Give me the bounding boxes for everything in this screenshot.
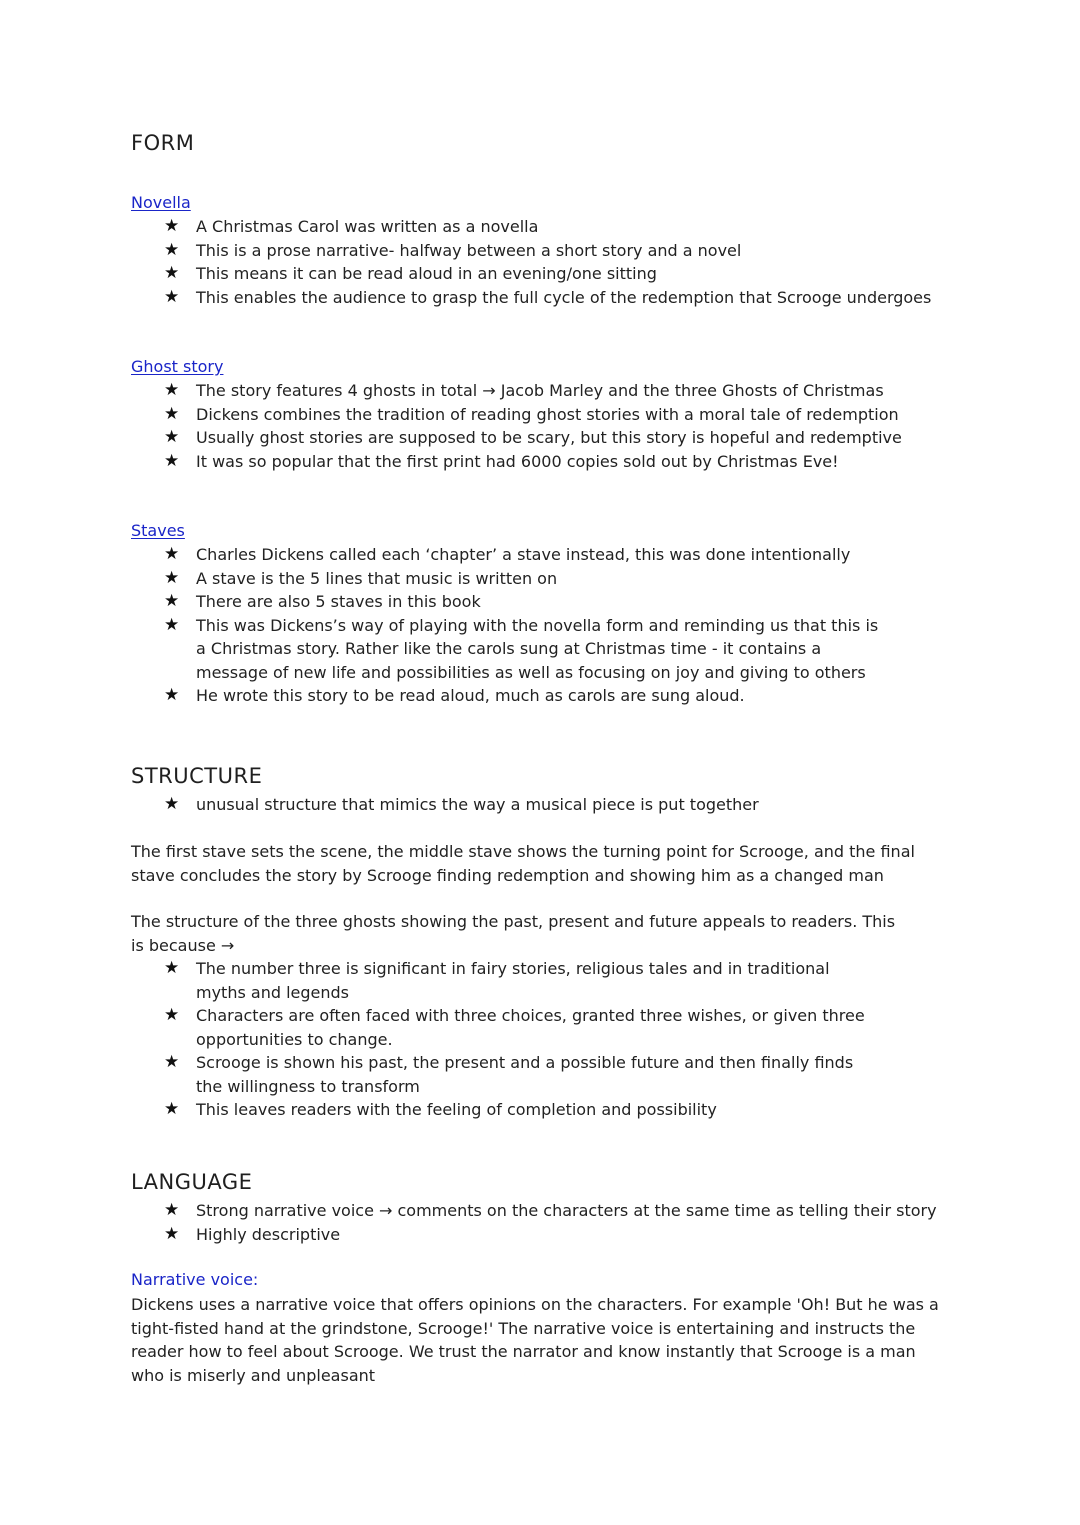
form-heading: FORM xyxy=(131,131,195,155)
star-bullet-icon: ★ xyxy=(164,403,180,424)
list-item: ★ Scrooge is shown his past, the present and a possible future and then finally finds the willingness to transform xyxy=(164,1052,854,1096)
star-bullet-icon: ★ xyxy=(164,591,180,611)
structure-paragraph-ghosts: The structure of the three ghosts showing the past, present and future appeals to readers. This is because → xyxy=(131,912,896,955)
language-heading: LANGUAGE xyxy=(131,1170,253,1194)
three-reasons-list xyxy=(131,957,961,1122)
list-item: ★ Dickens combines the tradition of reading ghost stories with a moral tale of redemption xyxy=(131,403,961,427)
structure-paragraph-stages: The first stave sets the scene, the middle stave shows the turning point for Scrooge, and the final stave concludes the story by Scrooge finding redemption and showing him as a changed man xyxy=(131,842,915,885)
list-item: ★ This enables the audience to grasp the full cycle of the redemption that Scrooge undergoes xyxy=(131,286,961,310)
list-item: ★ This is a prose narrative- halfway between a short story and a novel xyxy=(131,239,961,263)
star-bullet-icon: ★ xyxy=(164,380,180,400)
star-bullet-icon: ★ xyxy=(164,958,180,978)
list-item: ★ The story features 4 ghosts in total → Jacob Marley and the three Ghosts of Christmas xyxy=(131,379,961,403)
star-bullet-icon: ★ xyxy=(164,427,180,447)
star-bullet-icon: ★ xyxy=(164,239,180,260)
list-item: ★ Usually ghost stories are supposed to be scary, but this story is hopeful and redemptive xyxy=(131,426,961,450)
ghost-story-list xyxy=(131,379,961,473)
star-bullet-icon: ★ xyxy=(164,685,180,705)
list-item: ★ It was so popular that the first print had 6000 copies sold out by Christmas Eve! xyxy=(131,450,961,474)
star-bullet-icon: ★ xyxy=(164,1099,180,1119)
staves-link[interactable]: Staves xyxy=(131,521,185,540)
structure-list xyxy=(131,793,961,817)
list-item: ★ There are also 5 staves in this book xyxy=(131,590,961,614)
star-bullet-icon: ★ xyxy=(164,1005,180,1025)
novella-list xyxy=(131,215,961,309)
star-bullet-icon: ★ xyxy=(164,794,180,814)
list-item: ★ This leaves readers with the feeling of completion and possibility xyxy=(131,1098,961,1122)
list-item: ★ This was Dickens’s way of playing with the novella form and reminding us that this is a Christmas story. Rather like the carols sung at Christmas time - it contains a message of new life and possibilities as well as focusing on joy and giving to others xyxy=(164,614,879,682)
star-bullet-icon: ★ xyxy=(164,263,180,283)
star-bullet-icon: ★ xyxy=(164,1223,180,1244)
language-list xyxy=(131,1199,961,1246)
star-bullet-icon: ★ xyxy=(164,1200,180,1220)
list-item: ★ A stave is the 5 lines that music is written on xyxy=(131,567,961,591)
star-bullet-icon: ★ xyxy=(164,567,180,588)
list-item: ★ He wrote this story to be read aloud, much as carols are sung aloud. xyxy=(131,684,961,708)
list-item: ★ Characters are often faced with three choices, granted three wishes, or given three opportunities to change. xyxy=(164,1005,865,1049)
star-bullet-icon: ★ xyxy=(164,450,180,471)
novella-link[interactable]: Novella xyxy=(131,193,191,212)
list-item: ★ Charles Dickens called each ‘chapter’ a stave instead, this was done intentionally xyxy=(131,543,961,567)
list-item: ★ This means it can be read aloud in an evening/one sitting xyxy=(131,262,961,286)
staves-list xyxy=(131,543,961,708)
star-bullet-icon: ★ xyxy=(164,614,180,635)
list-item: ★ A Christmas Carol was written as a novella xyxy=(131,215,961,239)
star-bullet-icon: ★ xyxy=(164,1052,180,1072)
list-item: ★ unusual structure that mimics the way a musical piece is put together xyxy=(131,793,961,817)
narrative-voice-paragraph: Dickens uses a narrative voice that offers opinions on the characters. For example 'Oh! But he was a tight-fisted hand at the grindstone, Scrooge!' The narrative voice is entertaining and instructs the reader how to feel about Scrooge. We trust the narrator and know instantly that Scrooge is a man who is miserly and unpleasant xyxy=(131,1295,939,1385)
narrative-voice-label: Narrative voice: xyxy=(131,1270,259,1289)
star-bullet-icon: ★ xyxy=(164,286,180,307)
list-item: ★ Strong narrative voice → comments on the characters at the same time as telling their story xyxy=(131,1199,961,1223)
list-item: ★ The number three is significant in fairy stories, religious tales and in traditional myths and legends xyxy=(164,958,830,1002)
ghost-story-link[interactable]: Ghost story xyxy=(131,357,224,376)
star-bullet-icon: ★ xyxy=(164,544,180,564)
structure-heading: STRUCTURE xyxy=(131,764,263,788)
list-item: ★ Highly descriptive xyxy=(131,1223,961,1247)
star-bullet-icon: ★ xyxy=(164,216,180,236)
